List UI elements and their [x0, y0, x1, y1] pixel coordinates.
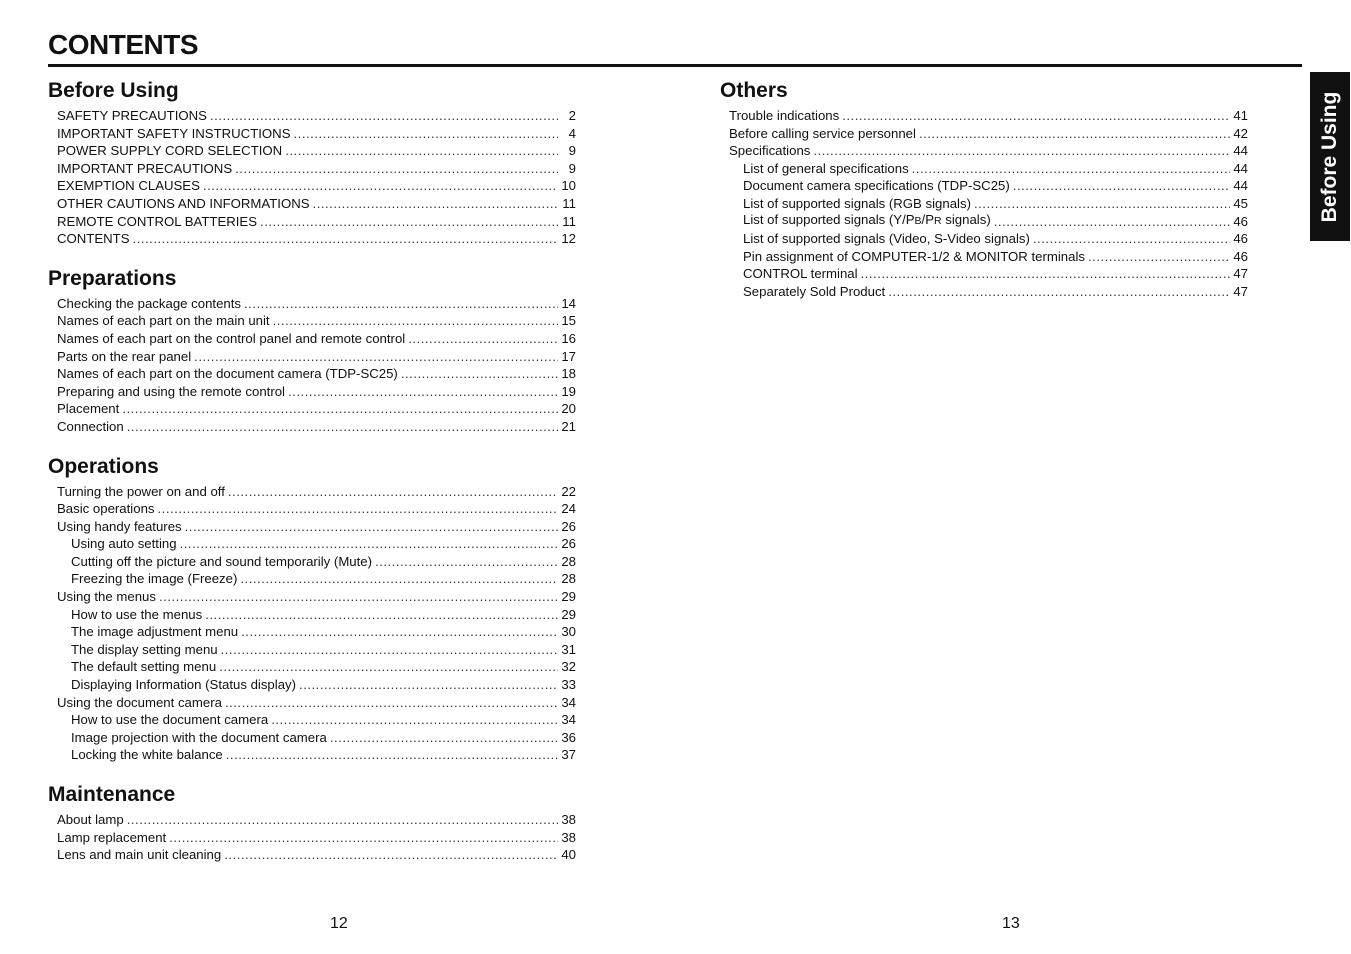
toc-entry[interactable]: [48, 348, 576, 366]
toc-entry-page: 22: [561, 483, 576, 499]
toc-entry[interactable]: [48, 829, 576, 847]
toc-entry-page: 16: [561, 330, 576, 346]
toc-entry-label: Placement: [57, 401, 120, 417]
section-heading: Preparations: [48, 266, 177, 290]
toc-entry-page: 44: [1233, 143, 1248, 159]
toc-entry[interactable]: [48, 623, 576, 641]
toc-entry[interactable]: [48, 142, 576, 160]
toc-entry[interactable]: [48, 418, 576, 436]
title-rule: [48, 64, 1302, 67]
toc-entry[interactable]: [48, 676, 576, 694]
leader-dots: [401, 365, 558, 383]
toc-entry[interactable]: [48, 107, 576, 125]
section-operations: [48, 454, 576, 765]
toc-entry-label: List of supported signals (RGB signals): [743, 195, 971, 211]
toc-entry[interactable]: [720, 248, 1248, 266]
toc-entry[interactable]: [48, 295, 576, 313]
leader-dots: [219, 658, 558, 676]
toc-entry[interactable]: [720, 107, 1248, 125]
toc-entry-label: Lamp replacement: [57, 829, 167, 845]
toc-entry-page: 4: [568, 125, 576, 141]
leader-dots: [133, 230, 558, 248]
section-preparations: [48, 266, 576, 436]
toc-entry-page: 45: [1233, 195, 1248, 211]
leader-dots: [210, 107, 558, 125]
leader-dots: [813, 142, 1230, 160]
toc-entry-page: 34: [561, 694, 576, 710]
section-others: [720, 78, 1248, 301]
toc-entry[interactable]: [720, 177, 1248, 195]
toc-entry-page: 30: [561, 624, 576, 640]
toc-entry-label: List of supported signals (Video, S-Video signals): [743, 231, 1030, 247]
label-part: List of supported signals (Y/P: [743, 211, 915, 227]
toc-entry-page: 9: [568, 143, 576, 159]
leader-dots: [974, 195, 1230, 213]
toc-entry-page: 46: [1233, 213, 1248, 229]
section-heading: Others: [720, 79, 788, 102]
leader-dots: [299, 676, 558, 694]
toc-entry[interactable]: [48, 553, 576, 571]
section-heading: Maintenance: [48, 783, 176, 806]
toc-entry-label: Names of each part on the control panel and remote control: [57, 330, 406, 346]
toc-entry[interactable]: [48, 483, 576, 501]
leader-dots: [225, 694, 558, 712]
side-tab-label: Before Using: [1318, 91, 1341, 222]
toc-entry[interactable]: [48, 846, 576, 864]
toc-entry-label: Turning the power on and off: [57, 483, 225, 499]
toc-entry-label: Separately Sold Product: [743, 283, 886, 299]
toc-entry-page: 46: [1233, 231, 1248, 247]
toc-entry-label: SAFETY PRECAUTIONS: [57, 108, 207, 123]
leader-dots: [294, 125, 559, 143]
toc-entry-page: 42: [1233, 125, 1248, 141]
leader-dots: [330, 729, 558, 747]
toc-entry-label: The display setting menu: [71, 641, 218, 657]
toc-entry-page: 12: [561, 231, 576, 247]
toc-entry-label: Locking the white balance: [71, 747, 223, 763]
toc-entry-label: Freezing the image (Freeze): [71, 571, 238, 587]
toc-entry-label: Using auto setting: [71, 536, 177, 552]
toc-entry[interactable]: [720, 213, 1248, 231]
toc-entry-label: IMPORTANT PRECAUTIONS: [57, 160, 233, 176]
toc-entry-label: Using the menus: [57, 589, 156, 605]
leader-dots: [994, 213, 1230, 231]
leader-dots: [159, 588, 558, 606]
leader-dots: [169, 829, 558, 847]
toc-entry[interactable]: [48, 400, 576, 418]
toc-entry[interactable]: [48, 694, 576, 712]
toc-entry[interactable]: [48, 330, 576, 348]
toc-entry-page: 34: [561, 712, 576, 728]
section-heading: Operations: [48, 454, 159, 478]
leader-dots: [180, 535, 558, 553]
toc-entry-label: Connection: [57, 418, 124, 434]
toc-entry[interactable]: [48, 811, 576, 829]
leader-dots: [224, 846, 558, 864]
toc-entry[interactable]: [48, 588, 576, 606]
toc-entry[interactable]: [48, 711, 576, 729]
leader-dots: [194, 348, 558, 366]
toc-entry-page: 20: [561, 401, 576, 417]
toc-entry[interactable]: [48, 383, 576, 401]
page-number-left: 12: [330, 915, 348, 932]
toc-entry-label: [743, 211, 991, 231]
toc-entry[interactable]: [48, 312, 576, 330]
toc-entry[interactable]: [48, 160, 576, 178]
toc-entry-page: 33: [561, 677, 576, 693]
label-part-small-caps: R: [934, 214, 942, 227]
toc-entry[interactable]: [48, 230, 576, 248]
label-part-small-caps: B: [914, 214, 922, 227]
leader-dots: [271, 711, 558, 729]
leader-dots: [221, 641, 558, 659]
toc-entry-page: 18: [561, 366, 576, 382]
toc-entry-page: 29: [561, 589, 576, 605]
toc-entry-page: 15: [561, 313, 576, 329]
toc-entry[interactable]: [48, 729, 576, 747]
toc-entry-label: The image adjustment menu: [71, 624, 239, 640]
leader-dots: [919, 125, 1230, 143]
leader-dots: [288, 383, 558, 401]
toc-entry-page: 29: [561, 606, 576, 622]
toc-entry-page: 28: [561, 571, 576, 587]
toc-entry[interactable]: [720, 230, 1248, 248]
toc-entry-label: Image projection with the document camera: [71, 729, 327, 745]
leader-dots: [1033, 230, 1230, 248]
toc-entry-label: List of general specifications: [743, 160, 909, 176]
toc-entry[interactable]: [720, 142, 1248, 160]
toc-entry-label: Using the document camera: [57, 694, 222, 710]
toc-entry-label: Pin assignment of COMPUTER-1/2 & MONITOR terminals: [743, 248, 1085, 264]
toc-entry-label: EXEMPTION CLAUSES: [57, 178, 200, 194]
toc-entry-page: 41: [1233, 108, 1248, 123]
toc-left-column: [48, 78, 576, 864]
toc-entry-page: 37: [561, 747, 576, 763]
toc-entry-page: 14: [561, 295, 576, 311]
toc-entry-page: 21: [561, 418, 576, 434]
leader-dots: [240, 570, 558, 588]
toc-entry-label: Preparing and using the remote control: [57, 383, 285, 399]
toc-entry-page: 11: [562, 195, 576, 211]
page-title: CONTENTS: [48, 29, 198, 60]
toc-entry-label: POWER SUPPLY CORD SELECTION: [57, 143, 283, 159]
leader-dots: [375, 553, 558, 571]
section-maintenance: [48, 782, 576, 864]
toc-entry-label: The default setting menu: [71, 659, 217, 675]
toc-entry-label: Using handy features: [57, 518, 182, 534]
toc-entry[interactable]: [48, 535, 576, 553]
leader-dots: [842, 107, 1230, 125]
toc-entry-page: 31: [561, 641, 576, 657]
leader-dots: [127, 418, 558, 436]
toc-entry-page: 40: [561, 847, 576, 863]
toc-entry[interactable]: [48, 500, 576, 518]
toc-entry-page: 32: [561, 659, 576, 675]
toc-entry-page: 2: [568, 108, 576, 123]
toc-entry-label: Names of each part on the main unit: [57, 313, 270, 329]
toc-entry-page: 47: [1233, 283, 1248, 299]
toc-entry[interactable]: [720, 125, 1248, 143]
leader-dots: [244, 295, 558, 313]
page-number-right: 13: [1002, 915, 1020, 932]
section-heading: Before Using: [48, 79, 179, 102]
toc-entry-page: 11: [562, 213, 576, 229]
toc-entry-page: 19: [561, 383, 576, 399]
leader-dots: [235, 160, 558, 178]
side-tab: [1310, 72, 1350, 241]
toc-right-column: [720, 78, 1248, 301]
toc-entry-label: Before calling service personnel: [729, 125, 916, 141]
toc-entry-label: IMPORTANT SAFETY INSTRUCTIONS: [57, 125, 291, 141]
toc-entry-label: CONTROL terminal: [743, 266, 858, 282]
toc-entry-label: Checking the package contents: [57, 295, 242, 311]
toc-entry-page: 38: [561, 829, 576, 845]
leader-dots: [912, 160, 1230, 178]
toc-entry-page: 44: [1233, 160, 1248, 176]
leader-dots: [205, 606, 558, 624]
leader-dots: [1013, 177, 1230, 195]
leader-dots: [313, 195, 558, 213]
toc-entry[interactable]: [48, 213, 576, 231]
toc-entry[interactable]: [48, 177, 576, 195]
toc-entry-label: How to use the menus: [71, 606, 203, 622]
toc-entry[interactable]: [48, 365, 576, 383]
leader-dots: [158, 500, 559, 518]
leader-dots: [203, 177, 558, 195]
toc-entry-page: 46: [1233, 248, 1248, 264]
toc-entry-label: Basic operations: [57, 501, 155, 517]
toc-entry-label: Displaying Information (Status display): [71, 677, 297, 693]
toc-entry-page: 26: [561, 518, 576, 534]
toc-entry[interactable]: [48, 518, 576, 536]
toc-entry-label: Document camera specifications (TDP-SC25): [743, 178, 1010, 194]
leader-dots: [127, 811, 558, 829]
toc-entry-page: 47: [1233, 266, 1248, 282]
toc-entry[interactable]: [48, 658, 576, 676]
toc-entry-page: 36: [561, 729, 576, 745]
toc-entry-page: 38: [561, 812, 576, 827]
toc-entry-page: 28: [561, 553, 576, 569]
leader-dots: [228, 483, 558, 501]
leader-dots: [241, 623, 558, 641]
toc-entry[interactable]: [48, 125, 576, 143]
toc-entry-label: Names of each part on the document camera (TDP-SC25): [57, 366, 398, 382]
leader-dots: [861, 265, 1230, 283]
toc-entry-label: OTHER CAUTIONS AND INFORMATIONS: [57, 195, 310, 211]
toc-entry-page: 44: [1233, 178, 1248, 194]
leader-dots: [285, 142, 558, 160]
toc-entry[interactable]: [48, 606, 576, 624]
leader-dots: [122, 400, 558, 418]
label-part: signals): [941, 211, 991, 227]
leader-dots: [260, 213, 558, 231]
label-part: /P: [921, 211, 935, 227]
toc-entry-page: 10: [561, 178, 576, 194]
toc-entry-label: Trouble indications: [729, 108, 840, 123]
toc-entry[interactable]: [720, 160, 1248, 178]
toc-entry-page: 24: [561, 501, 576, 517]
toc-entry-label: How to use the document camera: [71, 712, 269, 728]
toc-entry-label: Parts on the rear panel: [57, 348, 192, 364]
toc-entry-label: CONTENTS: [57, 231, 130, 247]
toc-entry[interactable]: [720, 283, 1248, 301]
toc-entry-label: Lens and main unit cleaning: [57, 847, 222, 863]
leader-dots: [888, 283, 1230, 301]
leader-dots: [226, 746, 558, 764]
toc-entry[interactable]: [48, 195, 576, 213]
toc-entry-label: About lamp: [57, 812, 124, 827]
section-before-using: [48, 78, 576, 248]
toc-entry-label: Specifications: [729, 143, 811, 159]
toc-entry-page: 26: [561, 536, 576, 552]
toc-entry[interactable]: [720, 265, 1248, 283]
toc-entry[interactable]: [48, 746, 576, 764]
leader-dots: [185, 518, 558, 536]
leader-dots: [273, 312, 558, 330]
leader-dots: [1088, 248, 1230, 266]
toc-entry-label: Cutting off the picture and sound temporarily (Mute): [71, 553, 373, 569]
toc-entry-page: 17: [561, 348, 576, 364]
leader-dots: [408, 330, 558, 348]
toc-entry-page: 9: [568, 160, 576, 176]
toc-entry-label: REMOTE CONTROL BATTERIES: [57, 213, 258, 229]
toc-entry[interactable]: [48, 570, 576, 588]
toc-entry[interactable]: [48, 641, 576, 659]
